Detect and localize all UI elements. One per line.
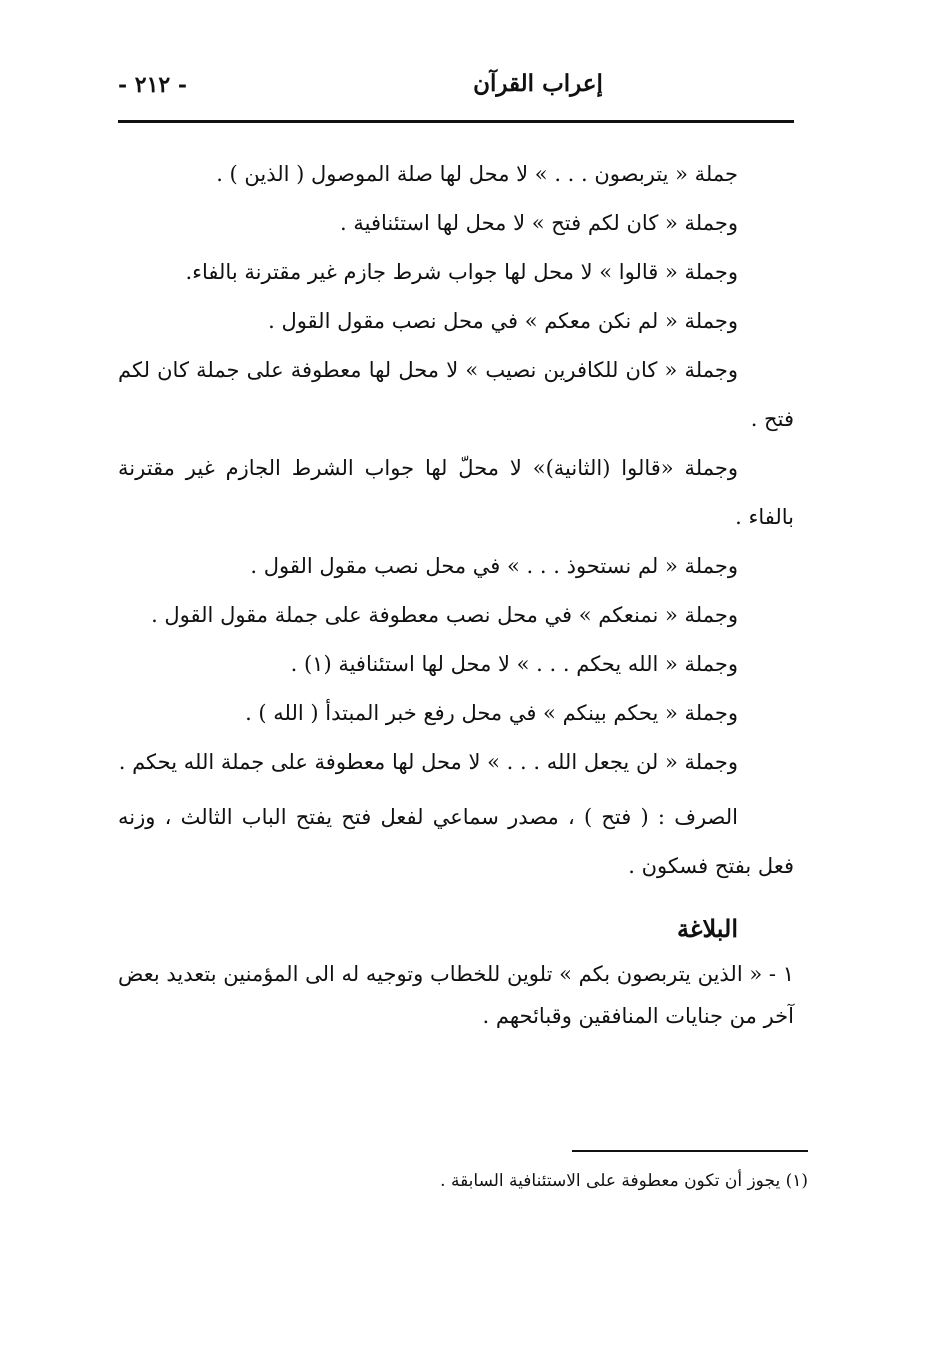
paragraph: جملة « يتربصون . . . » لا محل لها صلة الموصول ( الذين ) .: [216, 162, 738, 186]
paragraph: وجملة «قالوا (الثانية)» لا محلّ لها جواب الشرط الجازم غير مقترنة بالفاء .: [118, 456, 794, 529]
spacer: [118, 891, 794, 905]
item-text: « الذين يتربصون بكم » تلوين للخطاب وتوجيه له الى المؤمنين بتعديد بعض آخر من جنايات المنافقين وقبائحهم .: [118, 962, 794, 1028]
item-number: ١ -: [768, 962, 794, 986]
header-divider: [118, 120, 794, 123]
sarf-paragraph: الصرف : ( فتح ) ، مصدر سماعي لفعل فتح يفتح الباب الثالث ، وزنه فعل بفتح فسكون .: [118, 805, 794, 878]
paragraph: وجملة « كان لكم فتح » لا محل لها استئنافية .: [340, 211, 738, 235]
book-title: إعراب القرآن: [473, 70, 603, 97]
page-number: - ٢١٢ -: [118, 72, 188, 98]
balagha-heading: البلاغة: [677, 914, 738, 943]
paragraph: وجملة « الله يحكم . . . » لا محل لها استئنافية (١) .: [290, 652, 738, 676]
paragraph: وجملة « لن يجعل الله . . . » لا محل لها معطوفة على جملة الله يحكم .: [118, 750, 738, 774]
paragraph: وجملة « لم نستحوذ . . . » في محل نصب مقول القول .: [250, 554, 738, 578]
paragraph: وجملة « لم نكن معكم » في محل نصب مقول القول .: [268, 309, 738, 333]
paragraph: وجملة « نمنعكم » في محل نصب معطوفة على جملة مقول القول .: [151, 603, 738, 627]
paragraph: وجملة « كان للكافرين نصيب » لا محل لها معطوفة على جملة كان لكم فتح .: [118, 358, 794, 431]
balagha-item: [118, 953, 794, 1037]
page-header: [118, 64, 794, 114]
paragraph: وجملة « يحكم بينكم » في محل رفع خبر المبتدأ ( الله ) .: [245, 701, 738, 725]
footnote: (١) يجوز أن تكون معطوفة على الاستئنافية السابقة .: [440, 1171, 808, 1191]
paragraph: وجملة « قالوا » لا محل لها جواب شرط جازم غير مقترنة بالفاء.: [185, 260, 738, 284]
footnote-divider: [572, 1150, 808, 1152]
page-body: [118, 150, 794, 1037]
